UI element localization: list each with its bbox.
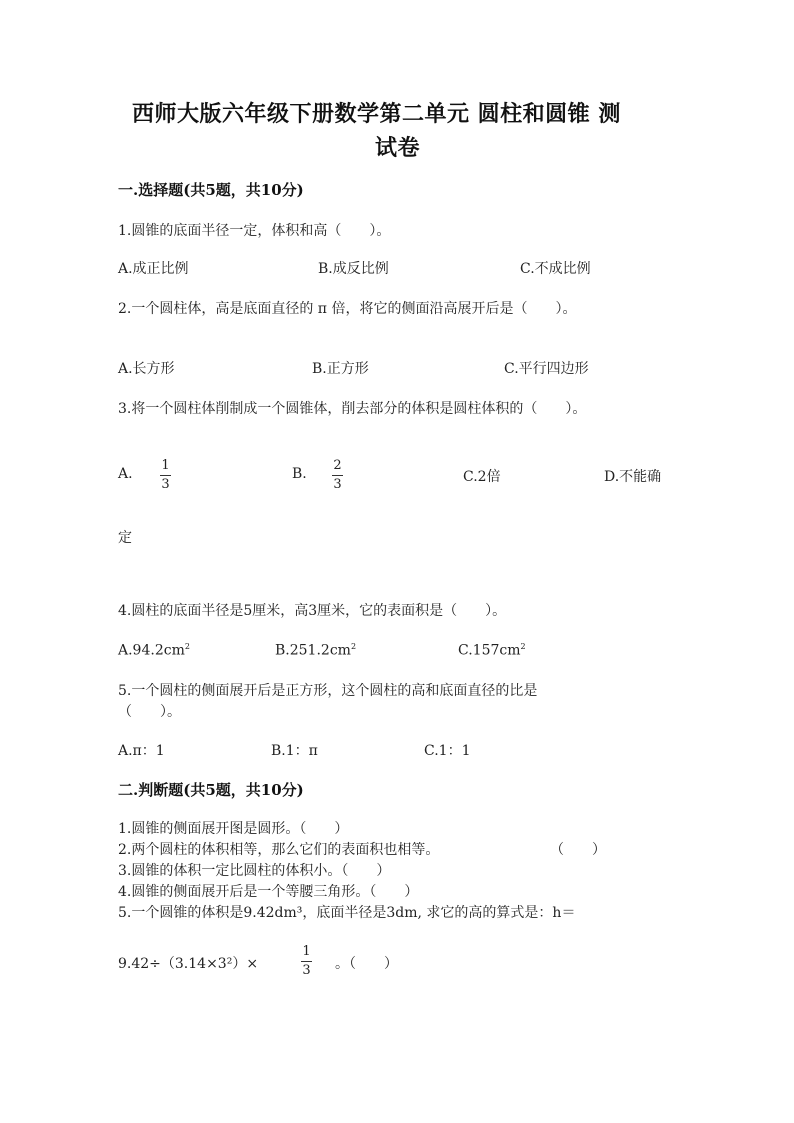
page-title: 西师大版六年级下册数学第二单元 圆柱和圆锥 测 bbox=[132, 101, 621, 127]
section-heading-choice: 一.选择题(共5题，共10分) bbox=[118, 181, 304, 199]
fraction-denominator: 3 bbox=[302, 963, 311, 978]
q5-option-a: A.π：1 bbox=[118, 743, 165, 759]
q3-option-d: D.不能确 bbox=[604, 469, 662, 485]
judgment-4: 4.圆锥的侧面展开后是一个等腰三角形。（ ） bbox=[118, 884, 419, 900]
judgment-1: 1.圆锥的侧面展开图是圆形。（ ） bbox=[118, 821, 349, 837]
fraction-bar bbox=[301, 961, 312, 962]
judgment-2-paren: （ ） bbox=[550, 842, 606, 858]
judgment-2: 2.两个圆柱的体积相等，那么它们的表面积也相等。 bbox=[118, 842, 440, 858]
q1-option-c: C.不成比例 bbox=[520, 261, 591, 277]
judgment-5-formula: 9.42÷（3.14×3²）× bbox=[118, 956, 259, 972]
judgment-5-end: 。（ ） bbox=[335, 956, 398, 972]
judgment-5: 5.一个圆锥的体积是9.42dm³，底面半径是3dm, 求它的高的算式是：h＝ bbox=[118, 905, 576, 921]
fraction-denominator: 3 bbox=[161, 477, 170, 492]
section-heading-judgment: 二.判断题(共5题，共10分) bbox=[118, 781, 304, 799]
q5-option-c: C.1：1 bbox=[424, 743, 471, 759]
fraction-numerator: 1 bbox=[302, 944, 311, 959]
q4-option-c: $C.157cm^2$ bbox=[458, 642, 526, 659]
fraction-numerator: 2 bbox=[333, 458, 342, 473]
q1-option-a: A.成正比例 bbox=[118, 261, 189, 277]
fraction-denominator: 3 bbox=[333, 477, 342, 492]
q3-option-b-fraction bbox=[332, 459, 343, 492]
q5-option-b: B.1：π bbox=[271, 743, 318, 759]
q3-option-d-continued: 定 bbox=[118, 530, 132, 546]
fraction-numerator: 1 bbox=[161, 458, 170, 473]
question-5: 5.一个圆柱的侧面展开后是正方形，这个圆柱的高和底面直径的比是 bbox=[118, 683, 538, 699]
q3-option-a: A. bbox=[118, 466, 133, 482]
fraction-bar bbox=[160, 475, 171, 476]
q4-option-a: $A.94.2cm^2$ bbox=[118, 642, 190, 659]
q2-option-c: C.平行四边形 bbox=[504, 361, 589, 377]
judgment-3: 3.圆锥的体积一定比圆柱的体积小。（ ） bbox=[118, 863, 391, 879]
page-title-continued: 试卷 bbox=[375, 135, 421, 161]
question-3: 3.将一个圆柱体削制成一个圆锥体，削去部分的体积是圆柱体积的（ ）。 bbox=[118, 401, 587, 417]
question-2: 2.一个圆柱体，高是底面直径的 π 倍，将它的侧面沿高展开后是（ ）。 bbox=[118, 301, 577, 317]
judgment-5-fraction bbox=[301, 945, 312, 978]
question-1: 1.圆锥的底面半径一定，体积和高（ ）。 bbox=[118, 223, 391, 239]
question-4: 4.圆柱的底面半径是5厘米，高3厘米，它的表面积是（ ）。 bbox=[118, 603, 507, 619]
q2-option-a: A.长方形 bbox=[118, 361, 175, 377]
q3-option-c: C.2倍 bbox=[463, 469, 501, 485]
q2-option-b: B.正方形 bbox=[312, 361, 369, 377]
q1-option-b: B.成反比例 bbox=[318, 261, 389, 277]
q4-option-b: $B.251.2cm^2$ bbox=[275, 642, 357, 659]
question-5-continued: （ ）。 bbox=[118, 704, 181, 720]
fraction-bar bbox=[332, 475, 343, 476]
q3-option-b: B. bbox=[292, 466, 307, 482]
q3-option-a-fraction bbox=[160, 459, 171, 492]
